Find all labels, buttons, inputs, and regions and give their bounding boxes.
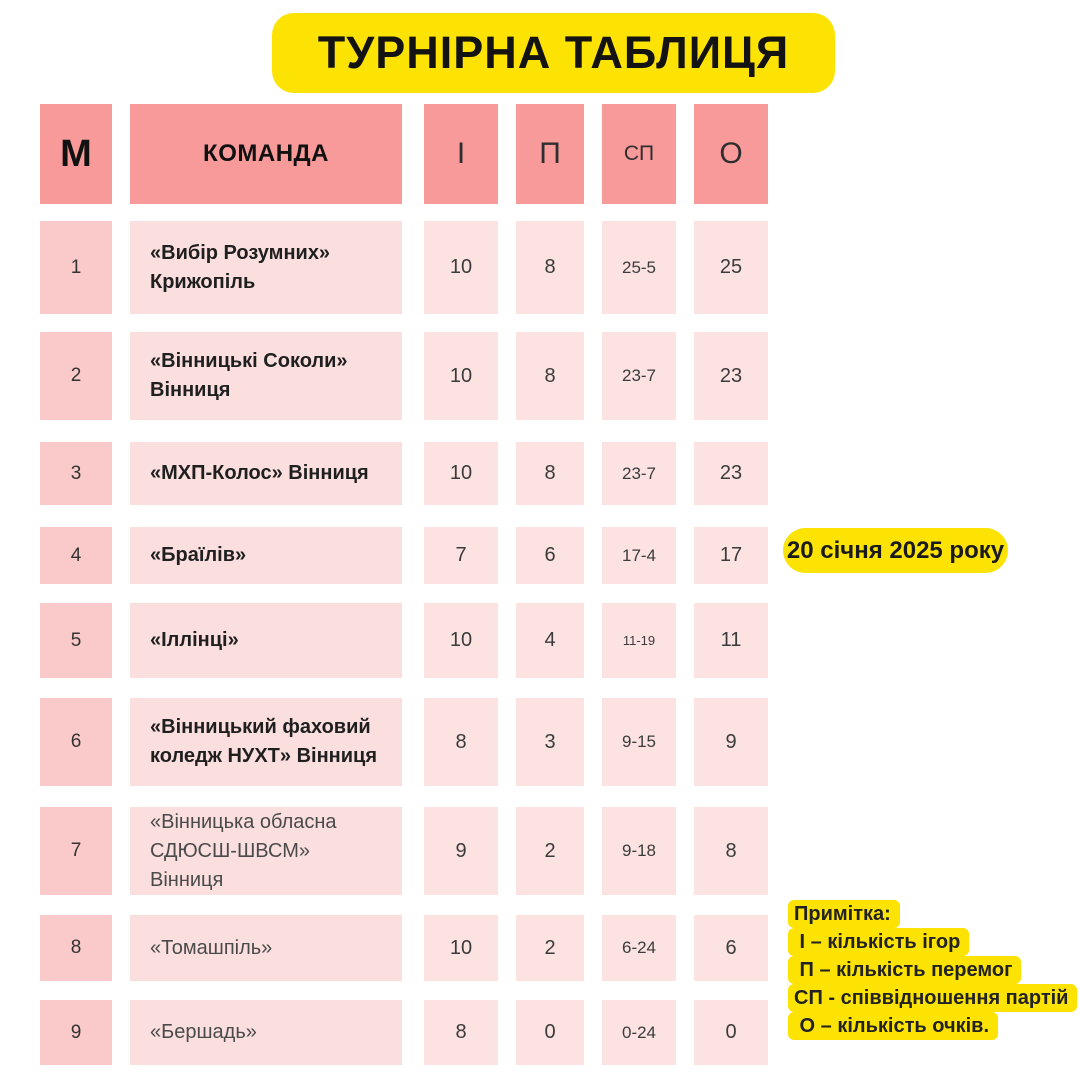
- date-badge: 20 січня 2025 року: [783, 528, 1008, 573]
- cell-sets: 25-5: [602, 221, 676, 314]
- cell-team: «Іллінці»: [130, 603, 402, 678]
- table-row: [40, 527, 768, 584]
- cell-place: 8: [40, 915, 112, 981]
- cell-games: 8: [424, 1000, 498, 1065]
- cell-games: 10: [424, 332, 498, 420]
- cell-place: 7: [40, 807, 112, 895]
- cell-sets: 9-18: [602, 807, 676, 895]
- cell-points: 17: [694, 527, 768, 584]
- cell-team: «МХП-Колос» Вінниця: [130, 442, 402, 505]
- cell-games: 7: [424, 527, 498, 584]
- cell-wins: 0: [516, 1000, 584, 1065]
- cell-wins: 8: [516, 332, 584, 420]
- header-wins: П: [516, 104, 584, 204]
- cell-wins: 2: [516, 915, 584, 981]
- cell-place: 4: [40, 527, 112, 584]
- cell-points: 9: [694, 698, 768, 786]
- table-row: [40, 603, 768, 678]
- cell-sets: 11-19: [602, 603, 676, 678]
- page-title: ТУРНІРНА ТАБЛИЦЯ: [317, 27, 790, 78]
- header-games: І: [424, 104, 498, 204]
- legend-note: [788, 900, 1077, 1040]
- header-place: М: [40, 104, 112, 204]
- cell-sets: 9-15: [602, 698, 676, 786]
- cell-wins: 8: [516, 442, 584, 505]
- note-line-points: О – кількість очків.: [788, 1012, 998, 1040]
- cell-sets: 0-24: [602, 1000, 676, 1065]
- cell-points: 23: [694, 442, 768, 505]
- cell-sets: 23-7: [602, 332, 676, 420]
- cell-team: «Томашпіль»: [130, 915, 402, 981]
- note-title: Примітка:: [788, 900, 900, 928]
- note-line-games: І – кількість ігор: [788, 928, 969, 956]
- cell-sets: 17-4: [602, 527, 676, 584]
- cell-place: 9: [40, 1000, 112, 1065]
- cell-place: 3: [40, 442, 112, 505]
- cell-games: 9: [424, 807, 498, 895]
- table-row: [40, 1000, 768, 1065]
- table-body: [40, 221, 768, 1065]
- table-row: [40, 807, 768, 895]
- table-row: [40, 698, 768, 786]
- cell-place: 2: [40, 332, 112, 420]
- cell-team: «Бершадь»: [130, 1000, 402, 1065]
- cell-games: 10: [424, 915, 498, 981]
- cell-team: «Вінницькі Соколи» Вінниця: [130, 332, 402, 420]
- table-row: [40, 332, 768, 420]
- cell-place: 5: [40, 603, 112, 678]
- standings-table: [40, 104, 768, 1065]
- header-sets: СП: [602, 104, 676, 204]
- cell-wins: 3: [516, 698, 584, 786]
- title-banner: [272, 13, 835, 93]
- cell-team: «Вибір Розумних» Крижопіль: [130, 221, 402, 314]
- cell-wins: 6: [516, 527, 584, 584]
- cell-sets: 6-24: [602, 915, 676, 981]
- note-line-sets: СП - співвідношення партій: [788, 984, 1077, 1012]
- cell-place: 6: [40, 698, 112, 786]
- cell-team: «Вінницька обласна СДЮСШ-ШВСМ» Вінниця: [130, 807, 402, 895]
- cell-team: «Вінницький фаховий коледж НУХТ» Вінниця: [130, 698, 402, 786]
- table-header-row: [40, 104, 768, 204]
- cell-games: 10: [424, 603, 498, 678]
- cell-points: 23: [694, 332, 768, 420]
- table-row: [40, 221, 768, 314]
- cell-points: 8: [694, 807, 768, 895]
- header-points: О: [694, 104, 768, 204]
- header-team: КОМАНДА: [130, 104, 402, 204]
- cell-points: 0: [694, 1000, 768, 1065]
- table-row: [40, 442, 768, 505]
- cell-games: 10: [424, 221, 498, 314]
- cell-points: 11: [694, 603, 768, 678]
- table-row: [40, 915, 768, 981]
- cell-place: 1: [40, 221, 112, 314]
- cell-games: 8: [424, 698, 498, 786]
- cell-points: 6: [694, 915, 768, 981]
- cell-wins: 2: [516, 807, 584, 895]
- note-line-wins: П – кількість перемог: [788, 956, 1021, 984]
- cell-team: «Браїлів»: [130, 527, 402, 584]
- cell-games: 10: [424, 442, 498, 505]
- cell-points: 25: [694, 221, 768, 314]
- cell-wins: 8: [516, 221, 584, 314]
- cell-wins: 4: [516, 603, 584, 678]
- cell-sets: 23-7: [602, 442, 676, 505]
